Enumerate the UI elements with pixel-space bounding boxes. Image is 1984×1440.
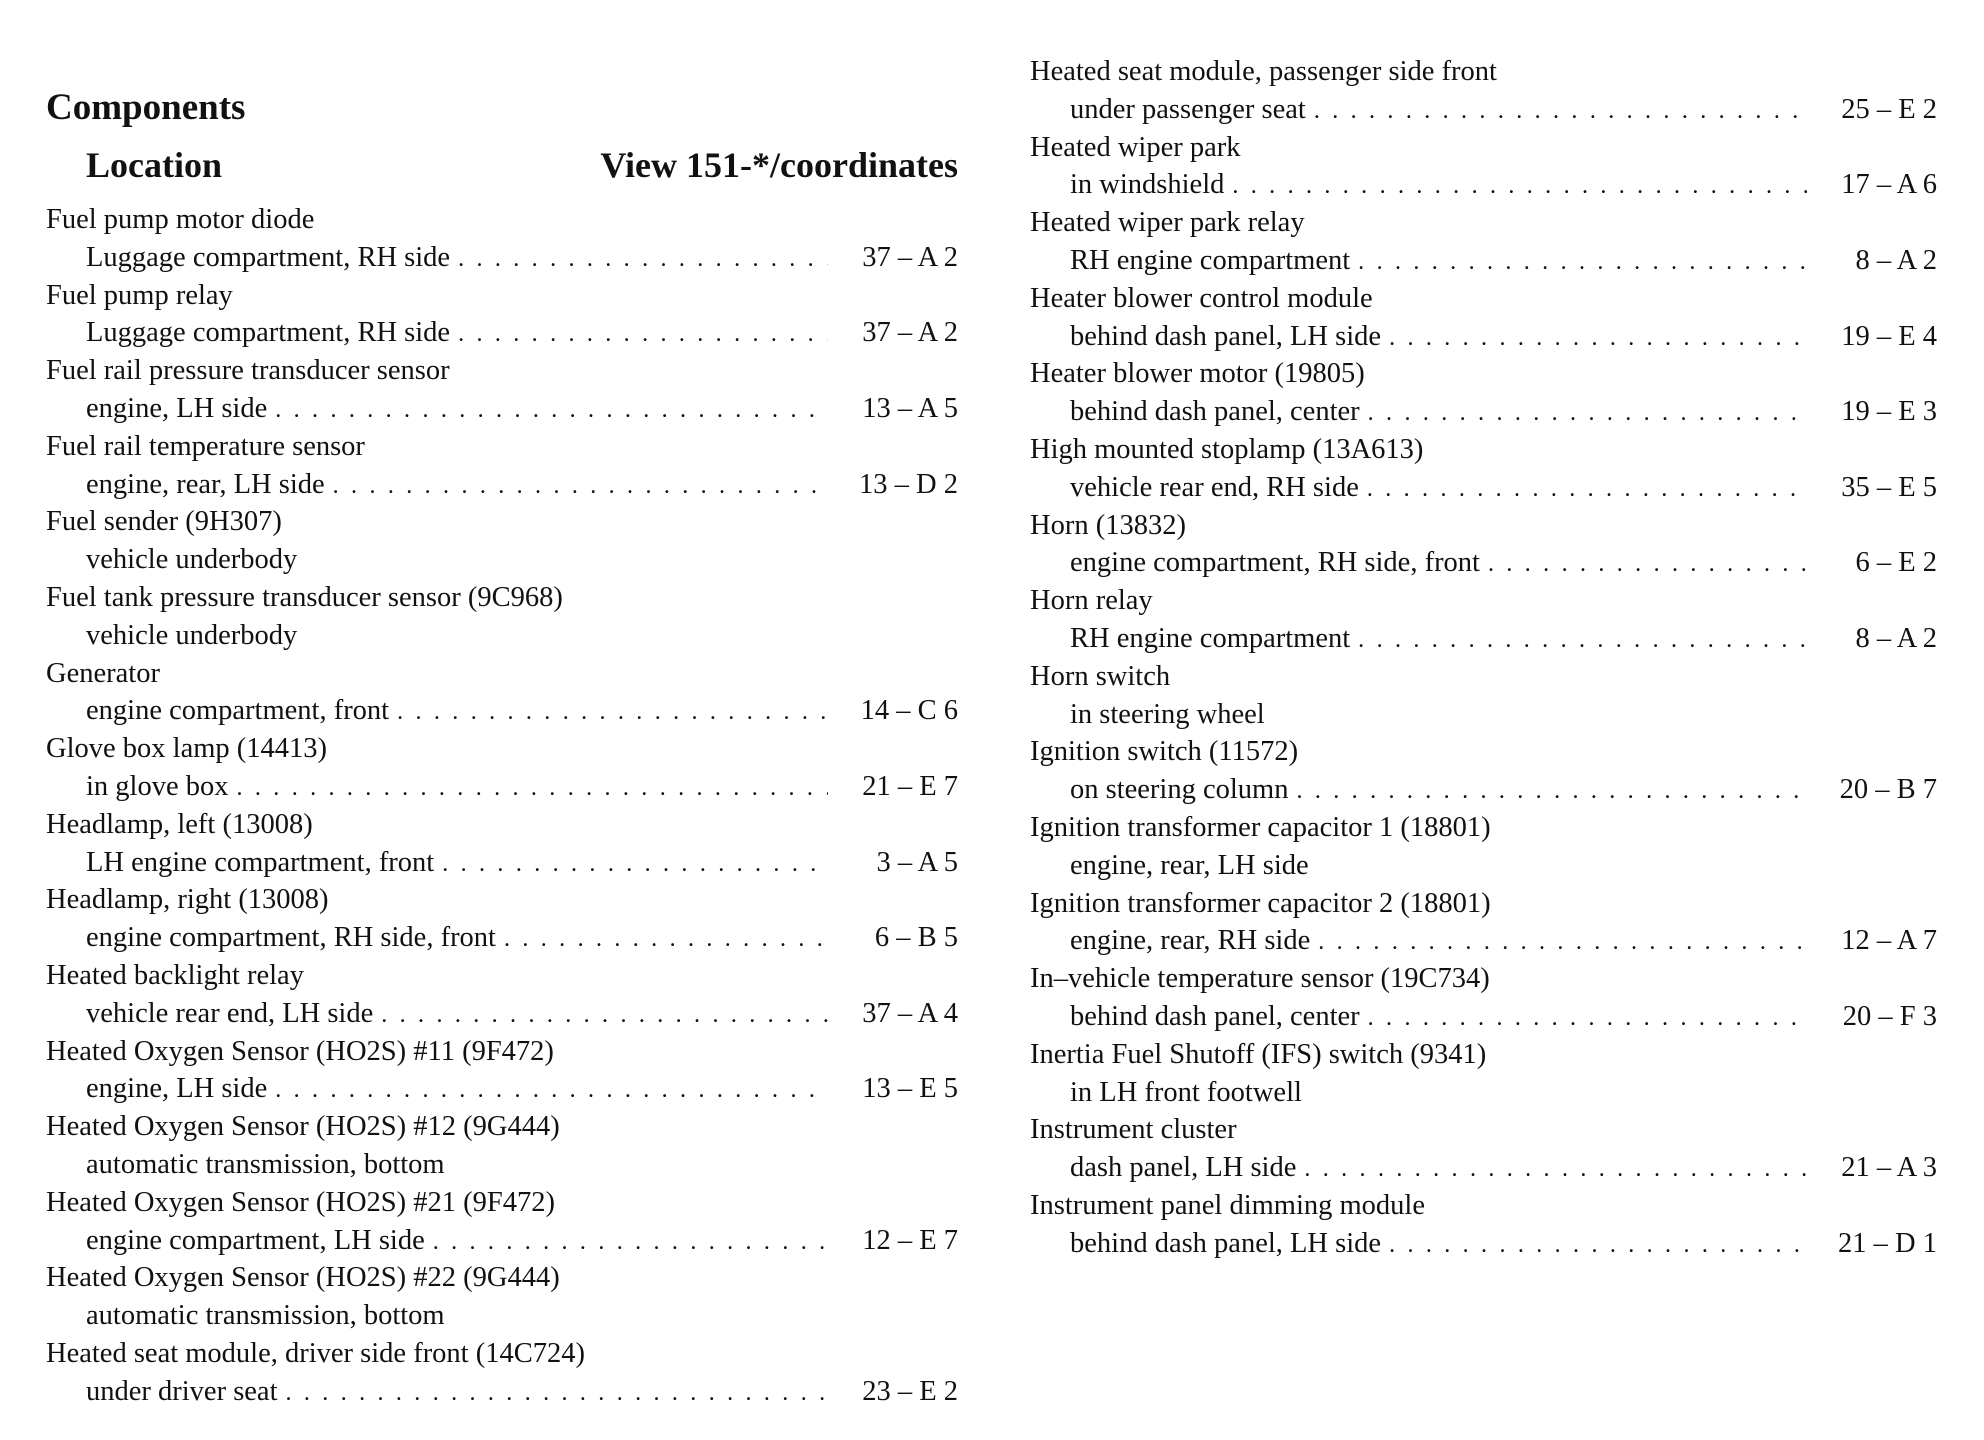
component-location: vehicle underbody	[86, 619, 298, 651]
component-location: behind dash panel, LH side	[1070, 320, 1382, 352]
component-entry	[46, 352, 958, 428]
component-name: Generator	[46, 657, 160, 689]
location-column-header: Location	[86, 145, 223, 185]
view-coordinate: 13 – D 2	[859, 468, 958, 500]
view-coordinate: 20 – B 7	[1839, 774, 1937, 806]
view-coordinate: 23 – E 2	[862, 1375, 958, 1407]
view-coordinate: 8 – A 2	[1855, 244, 1937, 276]
dot-leader	[1232, 168, 1807, 206]
component-entry	[46, 579, 958, 655]
component-location-line	[46, 1222, 958, 1260]
component-location-line	[1030, 922, 1937, 960]
component-location: engine, rear, RH side	[1070, 925, 1311, 957]
component-location: in windshield	[1070, 169, 1225, 201]
component-entry	[1030, 507, 1937, 583]
component-name: Horn relay	[1030, 585, 1153, 617]
dot-leader	[1304, 1151, 1807, 1189]
component-name: Inertia Fuel Shutoff (IFS) switch (9341)	[1030, 1038, 1487, 1070]
component-location: RH engine compartment	[1070, 622, 1351, 654]
component-name: Heated Oxygen Sensor (HO2S) #12 (9G444)	[46, 1111, 560, 1143]
component-location: engine compartment, front	[86, 695, 390, 727]
dot-leader	[333, 468, 828, 506]
component-location: vehicle rear end, LH side	[86, 997, 374, 1029]
component-location-line	[1030, 998, 1937, 1036]
dot-leader	[1368, 395, 1807, 433]
component-entry	[46, 277, 958, 353]
dot-leader	[286, 1375, 829, 1413]
component-location: under driver seat	[86, 1375, 278, 1407]
dot-leader	[458, 316, 828, 354]
view-coordinate: 37 – A 2	[862, 317, 958, 349]
dot-leader	[275, 392, 828, 430]
component-name: Horn (13832)	[1030, 509, 1186, 541]
component-location: vehicle underbody	[86, 544, 298, 576]
component-location-line	[46, 314, 958, 352]
view-coordinate: 14 – C 6	[860, 695, 958, 727]
component-location-line	[1030, 91, 1937, 129]
component-name: Fuel rail temperature sensor	[46, 430, 365, 462]
dot-leader	[1367, 471, 1807, 509]
dot-leader	[275, 1072, 828, 1110]
component-location-line	[46, 1297, 958, 1335]
component-location-line	[46, 1373, 958, 1411]
component-entry	[46, 957, 958, 1033]
dot-leader	[237, 770, 829, 808]
component-location: in steering wheel	[1070, 698, 1265, 730]
component-name: Fuel tank pressure transducer sensor (9C968)	[46, 581, 563, 613]
view-coordinate: 20 – F 3	[1842, 1000, 1937, 1032]
component-entry	[46, 730, 958, 806]
view-coordinate: 21 – A 3	[1841, 1152, 1937, 1184]
component-name: In–vehicle temperature sensor (19C734)	[1030, 963, 1490, 995]
component-entry	[46, 655, 958, 731]
component-location-line	[1030, 544, 1937, 582]
component-name: Heated Oxygen Sensor (HO2S) #22 (9G444)	[46, 1262, 560, 1294]
component-name: Glove box lamp (14413)	[46, 733, 327, 765]
dot-leader	[442, 846, 828, 884]
component-entry	[46, 881, 958, 957]
component-location: in LH front footwell	[1070, 1076, 1302, 1108]
view-coordinate: 19 – E 3	[1841, 396, 1937, 428]
component-location: on steering column	[1070, 774, 1289, 806]
component-name: Heated seat module, driver side front (14C724)	[46, 1337, 585, 1369]
component-name: Horn switch	[1030, 660, 1171, 692]
component-entry	[1030, 355, 1937, 431]
dot-leader	[458, 241, 828, 279]
left-column	[46, 201, 958, 1411]
component-location: behind dash panel, center	[1070, 1000, 1360, 1032]
view-coordinate: 3 – A 5	[876, 846, 958, 878]
component-entry	[1030, 431, 1937, 507]
component-location-line	[46, 541, 958, 579]
view-coordinate: 13 – E 5	[862, 1073, 958, 1105]
component-name: Heater blower control module	[1030, 282, 1373, 314]
component-location-line	[46, 844, 958, 882]
dot-leader	[1389, 320, 1807, 358]
view-coordinate: 35 – E 5	[1841, 471, 1937, 503]
view-coordinate: 21 – E 7	[862, 770, 958, 802]
component-location-line	[46, 1146, 958, 1184]
component-name: Heated backlight relay	[46, 959, 304, 991]
component-name: Instrument cluster	[1030, 1114, 1237, 1146]
component-location-line	[1030, 620, 1937, 658]
component-location: automatic transmission, bottom	[86, 1300, 445, 1332]
component-location-line	[1030, 771, 1937, 809]
component-location: in glove box	[86, 770, 229, 802]
component-location: RH engine compartment	[1070, 244, 1351, 276]
component-entry	[1030, 582, 1937, 658]
dot-leader	[433, 1224, 828, 1262]
component-entry	[1030, 1036, 1937, 1112]
component-location-line	[1030, 1225, 1937, 1263]
component-entry	[1030, 1111, 1937, 1187]
component-location-line	[46, 995, 958, 1033]
view-coordinate: 12 – A 7	[1841, 925, 1937, 957]
component-entry	[46, 201, 958, 277]
dot-leader	[1314, 93, 1807, 131]
dot-leader	[1368, 1000, 1807, 1038]
component-name: Instrument panel dimming module	[1030, 1189, 1425, 1221]
component-location-line	[1030, 469, 1937, 507]
dot-leader	[1488, 546, 1807, 584]
component-location-line	[46, 466, 958, 504]
component-location-line	[46, 692, 958, 730]
component-location-line	[46, 617, 958, 655]
view-coordinates-column-header: View 151-*/coordinates	[600, 145, 958, 185]
dot-leader	[1358, 244, 1807, 282]
component-location: Luggage compartment, RH side	[86, 317, 451, 349]
dot-leader	[397, 694, 828, 732]
component-location: engine, LH side	[86, 1073, 268, 1105]
component-name: Headlamp, right (13008)	[46, 884, 329, 916]
view-coordinate: 19 – E 4	[1841, 320, 1937, 352]
component-location: automatic transmission, bottom	[86, 1148, 445, 1180]
component-location: under passenger seat	[1070, 93, 1306, 125]
component-name: Heated wiper park	[1030, 131, 1241, 163]
component-name: Fuel pump relay	[46, 279, 233, 311]
section-title: Components	[46, 87, 246, 128]
component-location: engine compartment, RH side, front	[86, 922, 496, 954]
component-entry	[1030, 960, 1937, 1036]
component-name: Heated Oxygen Sensor (HO2S) #11 (9F472)	[46, 1035, 554, 1067]
component-location: engine compartment, LH side	[86, 1224, 425, 1256]
component-location-line	[1030, 1149, 1937, 1187]
component-entry	[1030, 280, 1937, 356]
component-entry	[46, 1033, 958, 1109]
component-location-line	[1030, 318, 1937, 356]
view-coordinate: 17 – A 6	[1841, 169, 1937, 201]
component-name: Heater blower motor (19805)	[1030, 358, 1365, 390]
component-location: dash panel, LH side	[1070, 1152, 1297, 1184]
component-name: Fuel sender (9H307)	[46, 506, 282, 538]
dot-leader	[1358, 622, 1807, 660]
view-coordinate: 13 – A 5	[862, 392, 958, 424]
component-name: Ignition switch (11572)	[1030, 736, 1299, 768]
component-location-line	[46, 919, 958, 957]
component-entry	[46, 1335, 958, 1411]
view-coordinate: 21 – D 1	[1838, 1227, 1937, 1259]
view-coordinate: 37 – A 4	[862, 997, 958, 1029]
component-entry	[1030, 129, 1937, 205]
component-entry	[1030, 658, 1937, 734]
component-entry	[1030, 204, 1937, 280]
view-coordinate: 6 – E 2	[1855, 547, 1937, 579]
component-name: Heated seat module, passenger side front	[1030, 56, 1497, 87]
component-name: High mounted stoplamp (13A613)	[1030, 433, 1424, 465]
component-name: Fuel rail pressure transducer sensor	[46, 355, 450, 387]
component-entry	[1030, 885, 1937, 961]
component-entry	[46, 503, 958, 579]
component-location-line	[1030, 166, 1937, 204]
component-location-line	[46, 1070, 958, 1108]
view-coordinate: 8 – A 2	[1855, 622, 1937, 654]
component-location-line	[1030, 242, 1937, 280]
component-location-line	[1030, 1074, 1937, 1112]
component-location: behind dash panel, center	[1070, 396, 1360, 428]
component-entry	[1030, 53, 1937, 129]
component-location-line	[46, 390, 958, 428]
component-location: LH engine compartment, front	[86, 846, 435, 878]
component-location: engine, rear, LH side	[1070, 849, 1309, 881]
component-entry	[1030, 809, 1937, 885]
component-entry	[1030, 1187, 1937, 1263]
view-coordinate: 25 – E 2	[1841, 93, 1937, 125]
component-name: Fuel pump motor diode	[46, 204, 315, 235]
component-name: Headlamp, left (13008)	[46, 808, 313, 840]
component-location-line	[1030, 847, 1937, 885]
component-entry	[46, 428, 958, 504]
component-location-line	[1030, 696, 1937, 734]
component-name: Ignition transformer capacitor 1 (18801)	[1030, 811, 1491, 843]
component-location: engine compartment, RH side, front	[1070, 547, 1480, 579]
component-location: behind dash panel, LH side	[1070, 1227, 1382, 1259]
view-coordinate: 12 – E 7	[862, 1224, 958, 1256]
component-entry	[46, 1184, 958, 1260]
component-location-line	[46, 239, 958, 277]
component-location: engine, LH side	[86, 392, 268, 424]
component-name: Heated wiper park relay	[1030, 207, 1305, 239]
component-location: engine, rear, LH side	[86, 468, 325, 500]
component-entry	[1030, 733, 1937, 809]
right-column	[1030, 53, 1937, 1263]
view-coordinate: 6 – B 5	[874, 922, 958, 954]
component-location: Luggage compartment, RH side	[86, 241, 451, 273]
view-coordinate: 37 – A 2	[862, 241, 958, 273]
component-location-line	[46, 768, 958, 806]
dot-leader	[1296, 773, 1807, 811]
dot-leader	[1389, 1227, 1807, 1265]
component-location: vehicle rear end, RH side	[1070, 471, 1359, 503]
component-entry	[46, 1259, 958, 1335]
component-name: Heated Oxygen Sensor (HO2S) #21 (9F472)	[46, 1186, 555, 1218]
dot-leader	[504, 921, 828, 959]
component-name: Ignition transformer capacitor 2 (18801)	[1030, 887, 1491, 919]
component-entry	[46, 1108, 958, 1184]
component-location-line	[1030, 393, 1937, 431]
dot-leader	[1318, 924, 1807, 962]
dot-leader	[381, 997, 828, 1035]
component-entry	[46, 806, 958, 882]
